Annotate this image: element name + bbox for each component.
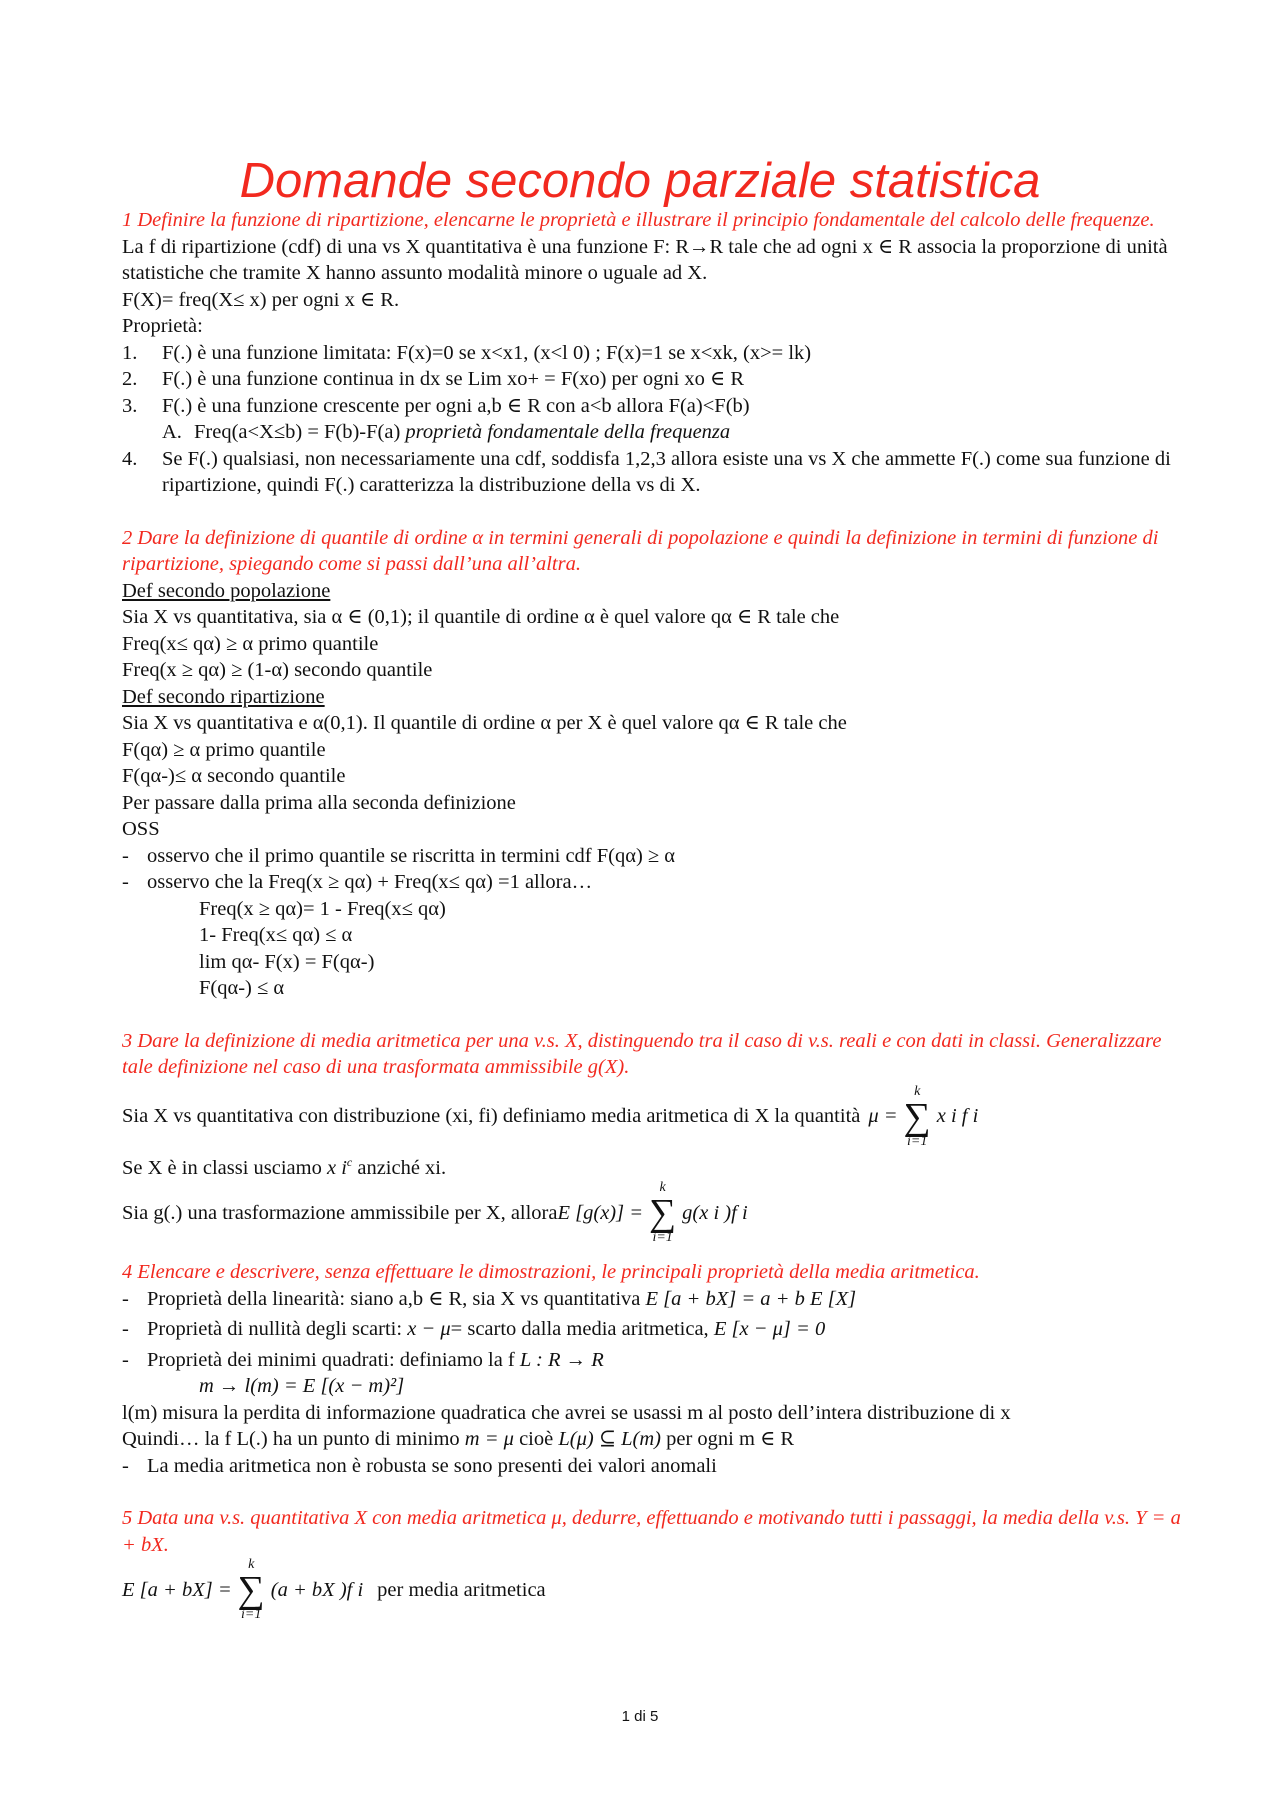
question-1-heading: 1 Definire la funzione di ripartizione, elencarne le proprietà e illustrare il principio fondamentale del calcolo delle frequenze. bbox=[122, 209, 1155, 231]
q1-definition: La f di ripartizione (cdf) di una vs X quantitativa è una funzione F: R→R tale che ad ogni x ∈ R associa la proporzione di unità statistiche che tramite X hanno assunto modalità minore o uguale ad X. bbox=[122, 235, 1168, 284]
question-5-heading: 5 Data una v.s. quantitativa X con media aritmetica μ, dedurre, effettuando e motivando tutti i passaggi, la media della v.s. Y = a + bX. bbox=[122, 1507, 1181, 1556]
q3-classes-line: Se X è in classi usciamo x $i^c$ anziché xi. bbox=[122, 1154, 447, 1179]
q3-transform-lhs: E [g(x)] = bbox=[557, 1201, 644, 1224]
q2-derivation: F(qα-) ≤ α bbox=[199, 977, 285, 999]
least-squares-formula: m → l(m) = E [(x − m)²] bbox=[199, 1375, 405, 1397]
dash-item: - Proprietà di nullità degli scarti: x − μ= scarto dalla media aritmetica, E [x − μ] = 0 bbox=[122, 1318, 826, 1340]
list-number: 4. bbox=[122, 447, 138, 470]
dash-item: - La media aritmetica non è robusta se sono presenti dei valori anomali bbox=[122, 1453, 1182, 1480]
q2-line: Freq(x ≥ qα) ≥ (1-α) secondo quantile bbox=[122, 659, 433, 681]
q3-mean-definition bbox=[122, 1085, 1182, 1149]
q2-line: Freq(x≤ qα) ≥ α primo quantile bbox=[122, 632, 379, 655]
q5-formula-lhs: E [a + bX] = bbox=[122, 1578, 232, 1601]
q2-line: F(qα-)≤ α secondo quantile bbox=[122, 765, 346, 787]
page-number: 1 di 5 bbox=[621, 1708, 659, 1725]
dash-text: La media aritmetica non è robusta se sono presenti dei valori anomali bbox=[147, 1454, 717, 1477]
sub-list-text: Freq(a<X≤b) = F(b)-F(a) bbox=[194, 421, 406, 443]
q3-formula-rhs: x i f i bbox=[936, 1105, 979, 1128]
question-2-heading: 2 Dare la definizione di quantile di ordine α in termini generali di popolazione e quindi la definizione in termini di funzione di ripartizione, spiegando come si passi dall’una all’altra. bbox=[122, 526, 1159, 575]
dash-item: - osservo che la Freq(x ≥ qα) + Freq(x≤ qα) =1 allora… bbox=[122, 869, 1182, 896]
q2-derivation: 1- Freq(x≤ qα) ≤ α bbox=[199, 924, 353, 946]
q3-transform-rhs: g(x i )f i bbox=[682, 1201, 748, 1224]
q2-line: Sia X vs quantitativa, sia α ∈ (0,1); il quantile di ordine α è quel valore qα ∈ R tale che bbox=[122, 606, 840, 628]
q4-minimum-line: Quindi… la f L(.) ha un punto di minimo m = μ cioè L(μ) ⊆ L(m) per ogni m ∈ R bbox=[122, 1428, 795, 1450]
summation-symbol: k ∑ i=1 bbox=[649, 1180, 677, 1245]
list-item bbox=[122, 340, 1182, 367]
sum-upper: k bbox=[914, 1083, 921, 1099]
list-text: F(.) è una funzione crescente per ogni a,b ∈ R con a<b allora F(a)<F(b) bbox=[162, 394, 750, 417]
q2-derivation: lim qα- F(x) = F(qα-) bbox=[199, 950, 375, 973]
dash-text: osservo che la Freq(x ≥ qα) + Freq(x≤ qα) =1 allora… bbox=[147, 871, 593, 893]
q2-def-population: Def secondo popolazione bbox=[122, 579, 331, 602]
dash-item: - Proprietà dei minimi quadrati: definiamo la f L : R → R bbox=[122, 1348, 604, 1371]
q3-line: Sia X vs quantitativa con distribuzione (xi, fi) definiamo media aritmetica di X la quantità bbox=[122, 1105, 861, 1128]
list-text: Se F(.) qualsiasi, non necessariamente una cdf, soddisfa 1,2,3 allora esiste una vs X che ammette F(.) come sua funzione di ripartizione, quindi F(.) caratterizza la distribuzione della vs di X. bbox=[162, 447, 1171, 496]
q5-formula-note: per media aritmetica bbox=[377, 1578, 546, 1601]
linearity-formula: E [a + bX] = a + b E [X] bbox=[645, 1287, 857, 1310]
list-text: F(.) è una funzione limitata: F(x)=0 se x<x1, (x<l 0) ; F(x)=1 se x<xk, (x>= lk) bbox=[162, 341, 812, 364]
question-3-heading: 3 Dare la definizione di media aritmetica per una v.s. X, distinguendo tra il caso di v.s. reali e con dati in classi. Generalizzare tale definizione nel caso di una trasformata ammissibile g(X). bbox=[122, 1029, 1162, 1078]
document-title: Domande secondo parziale statistica bbox=[239, 153, 1041, 208]
list-number: 3. bbox=[122, 394, 138, 417]
list-item bbox=[122, 393, 1182, 420]
dash-item: - osservo che il primo quantile se riscritta in termini cdf F(qα) ≥ α bbox=[122, 843, 1182, 870]
dash-item: - Proprietà della linearità: siano a,b ∈ R, sia X vs quantitativa E [a + bX] = a + b E [X] bbox=[122, 1287, 857, 1310]
q4-line: l(m) misura la perdita di informazione quadratica che avrei se usassi m al posto dell’intera distribuzione di x bbox=[122, 1401, 1011, 1424]
sub-list-letter: A. bbox=[162, 421, 182, 443]
q1-properties-label: Proprietà: bbox=[122, 315, 203, 337]
sub-list-item bbox=[122, 419, 1182, 446]
sum-lower: i=1 bbox=[907, 1133, 928, 1149]
q5-formula-rhs: (a + bX )f i bbox=[270, 1578, 364, 1601]
q2-derivation: Freq(x ≥ qα)= 1 - Freq(x≤ qα) bbox=[199, 897, 446, 920]
dash-text: osservo che il primo quantile se riscritta in termini cdf F(qα) ≥ α bbox=[147, 844, 676, 867]
q2-def-cdf: Def secondo ripartizione bbox=[122, 685, 325, 708]
list-text: F(.) è una funzione continua in dx se Lim xo+ = F(xo) per ogni xo ∈ R bbox=[162, 368, 745, 390]
q2-line: Sia X vs quantitativa e α(0,1). Il quantile di ordine α per X è quel valore qα ∈ R tale che bbox=[122, 712, 847, 734]
q3-formula-lhs: μ = bbox=[868, 1105, 898, 1128]
summation-symbol: k ∑ i=1 bbox=[903, 1083, 931, 1149]
document-body bbox=[122, 207, 1182, 1622]
list-item bbox=[122, 366, 1182, 393]
question-4-heading: 4 Elencare e descrivere, senza effettuare le dimostrazioni, le principali proprietà della media aritmetica. bbox=[122, 1261, 980, 1283]
list-number: 2. bbox=[122, 368, 138, 390]
summation-symbol: k ∑ i=1 bbox=[237, 1557, 265, 1622]
q2-line: Per passare dalla prima alla seconda definizione bbox=[122, 791, 516, 814]
q1-formula: F(X)= freq(X≤ x) per ogni x ∈ R. bbox=[122, 288, 400, 311]
q2-line: F(qα) ≥ α primo quantile bbox=[122, 738, 326, 761]
list-number: 1. bbox=[122, 341, 138, 364]
q5-formula-line bbox=[122, 1558, 1182, 1622]
sub-list-italic: proprietà fondamentale della frequenza bbox=[405, 421, 731, 443]
q2-line: OSS bbox=[122, 818, 160, 840]
null-deviation-formula: E [x − μ] = 0 bbox=[713, 1318, 826, 1340]
q3-transform-line: Sia g(.) una trasformazione ammissibile per X, allora E [g(x)] = k ∑ i=1 g(x i )f i bbox=[122, 1180, 748, 1245]
list-item bbox=[122, 446, 1182, 499]
